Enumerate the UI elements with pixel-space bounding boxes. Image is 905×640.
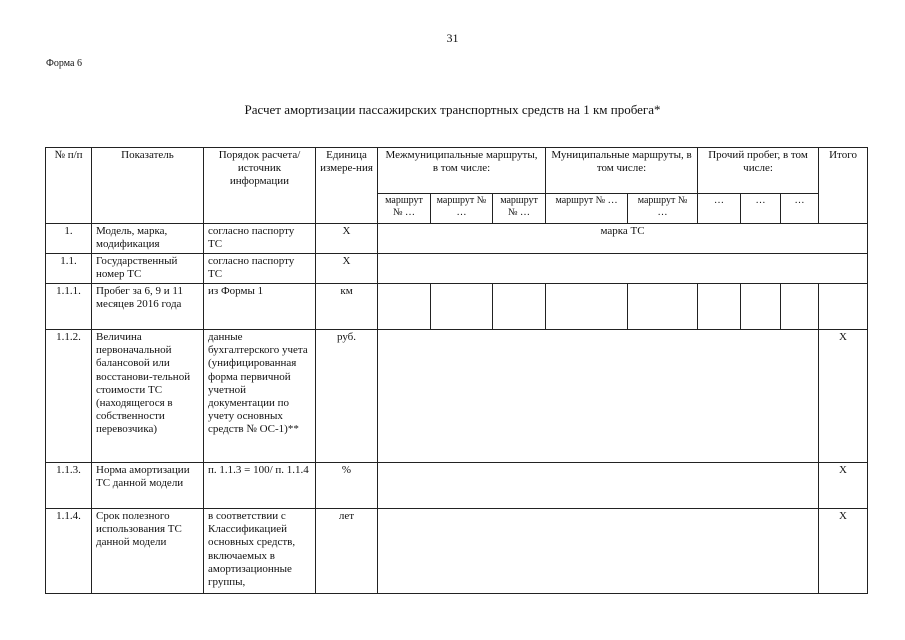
data-cell <box>698 284 741 330</box>
table-row <box>46 330 868 463</box>
table-row <box>46 463 868 509</box>
merged-cell <box>378 509 819 594</box>
row-indicator: Величина первоначальной балансовой или восстанови-тельной стоимости ТС (находящегося в собственности перевозчика) <box>92 330 204 463</box>
row-order: из Формы 1 <box>204 284 316 330</box>
form-label: Форма 6 <box>46 58 82 69</box>
header-row-1 <box>46 148 868 194</box>
merged-cell <box>378 330 819 463</box>
row-unit: Х <box>316 224 378 254</box>
merged-cell: марка ТС <box>378 224 868 254</box>
row-indicator: Срок полезного использования ТС данной модели <box>92 509 204 594</box>
header-order: Порядок расчета/источник информации <box>204 148 316 224</box>
row-unit: км <box>316 284 378 330</box>
row-order: данные бухгалтерского учета (унифицированная форма первичной учетной документации по учету основных средств № ОС-1)** <box>204 330 316 463</box>
header-municipal-routes: Муниципальные маршруты, в том числе: <box>546 148 698 194</box>
data-cell <box>378 284 431 330</box>
data-cell <box>493 284 546 330</box>
data-cell <box>741 284 781 330</box>
row-unit: лет <box>316 509 378 594</box>
data-cell <box>628 284 698 330</box>
row-unit: руб. <box>316 330 378 463</box>
row-number: 1. <box>46 224 92 254</box>
row-number: 1.1.4. <box>46 509 92 594</box>
row-order: согласно паспорту ТС <box>204 254 316 284</box>
table-row <box>46 254 868 284</box>
header-route: маршрут № … <box>378 194 431 224</box>
total-cell <box>819 284 868 330</box>
row-unit: Х <box>316 254 378 284</box>
header-intermunicipal-routes: Межмуниципальные маршруты, в том числе: <box>378 148 546 194</box>
table-row <box>46 509 868 594</box>
row-order: п. 1.1.3 = 100/ п. 1.1.4 <box>204 463 316 509</box>
header-unit: Единица измере-ния <box>316 148 378 224</box>
header-route: маршрут № … <box>628 194 698 224</box>
header-route: маршрут № … <box>431 194 493 224</box>
row-order: согласно паспорту ТС <box>204 224 316 254</box>
amortization-table <box>45 147 868 594</box>
row-indicator: Государственный номер ТС <box>92 254 204 284</box>
row-indicator: Норма амортизации ТС данной модели <box>92 463 204 509</box>
header-dots: … <box>741 194 781 224</box>
total-cell: Х <box>819 330 868 463</box>
row-unit: % <box>316 463 378 509</box>
header-indicator: Показатель <box>92 148 204 224</box>
row-indicator: Пробег за 6, 9 и 11 месяцев 2016 года <box>92 284 204 330</box>
row-number: 1.1.3. <box>46 463 92 509</box>
document-title: Расчет амортизации пассажирских транспортных средств на 1 км пробега* <box>244 102 661 117</box>
header-other-mileage: Прочий пробег, в том числе: <box>698 148 819 194</box>
total-cell: Х <box>819 509 868 594</box>
row-number: 1.1.1. <box>46 284 92 330</box>
row-number: 1.1.2. <box>46 330 92 463</box>
header-total: Итого <box>819 148 868 224</box>
header-dots: … <box>698 194 741 224</box>
table-row <box>46 224 868 254</box>
header-route: маршрут № … <box>493 194 546 224</box>
merged-cell <box>378 463 819 509</box>
data-cell <box>546 284 628 330</box>
row-order: в соответствии с Классификацией основных средств, включаемых в амортизационные группы, <box>204 509 316 594</box>
header-route: маршрут № … <box>546 194 628 224</box>
total-cell: Х <box>819 463 868 509</box>
row-number: 1.1. <box>46 254 92 284</box>
row-indicator: Модель, марка, модификация <box>92 224 204 254</box>
page-number: 31 <box>446 31 459 45</box>
header-dots: … <box>781 194 819 224</box>
header-num: № п/п <box>46 148 92 224</box>
table-row <box>46 284 868 330</box>
data-cell <box>781 284 819 330</box>
merged-cell <box>378 254 868 284</box>
data-cell <box>431 284 493 330</box>
